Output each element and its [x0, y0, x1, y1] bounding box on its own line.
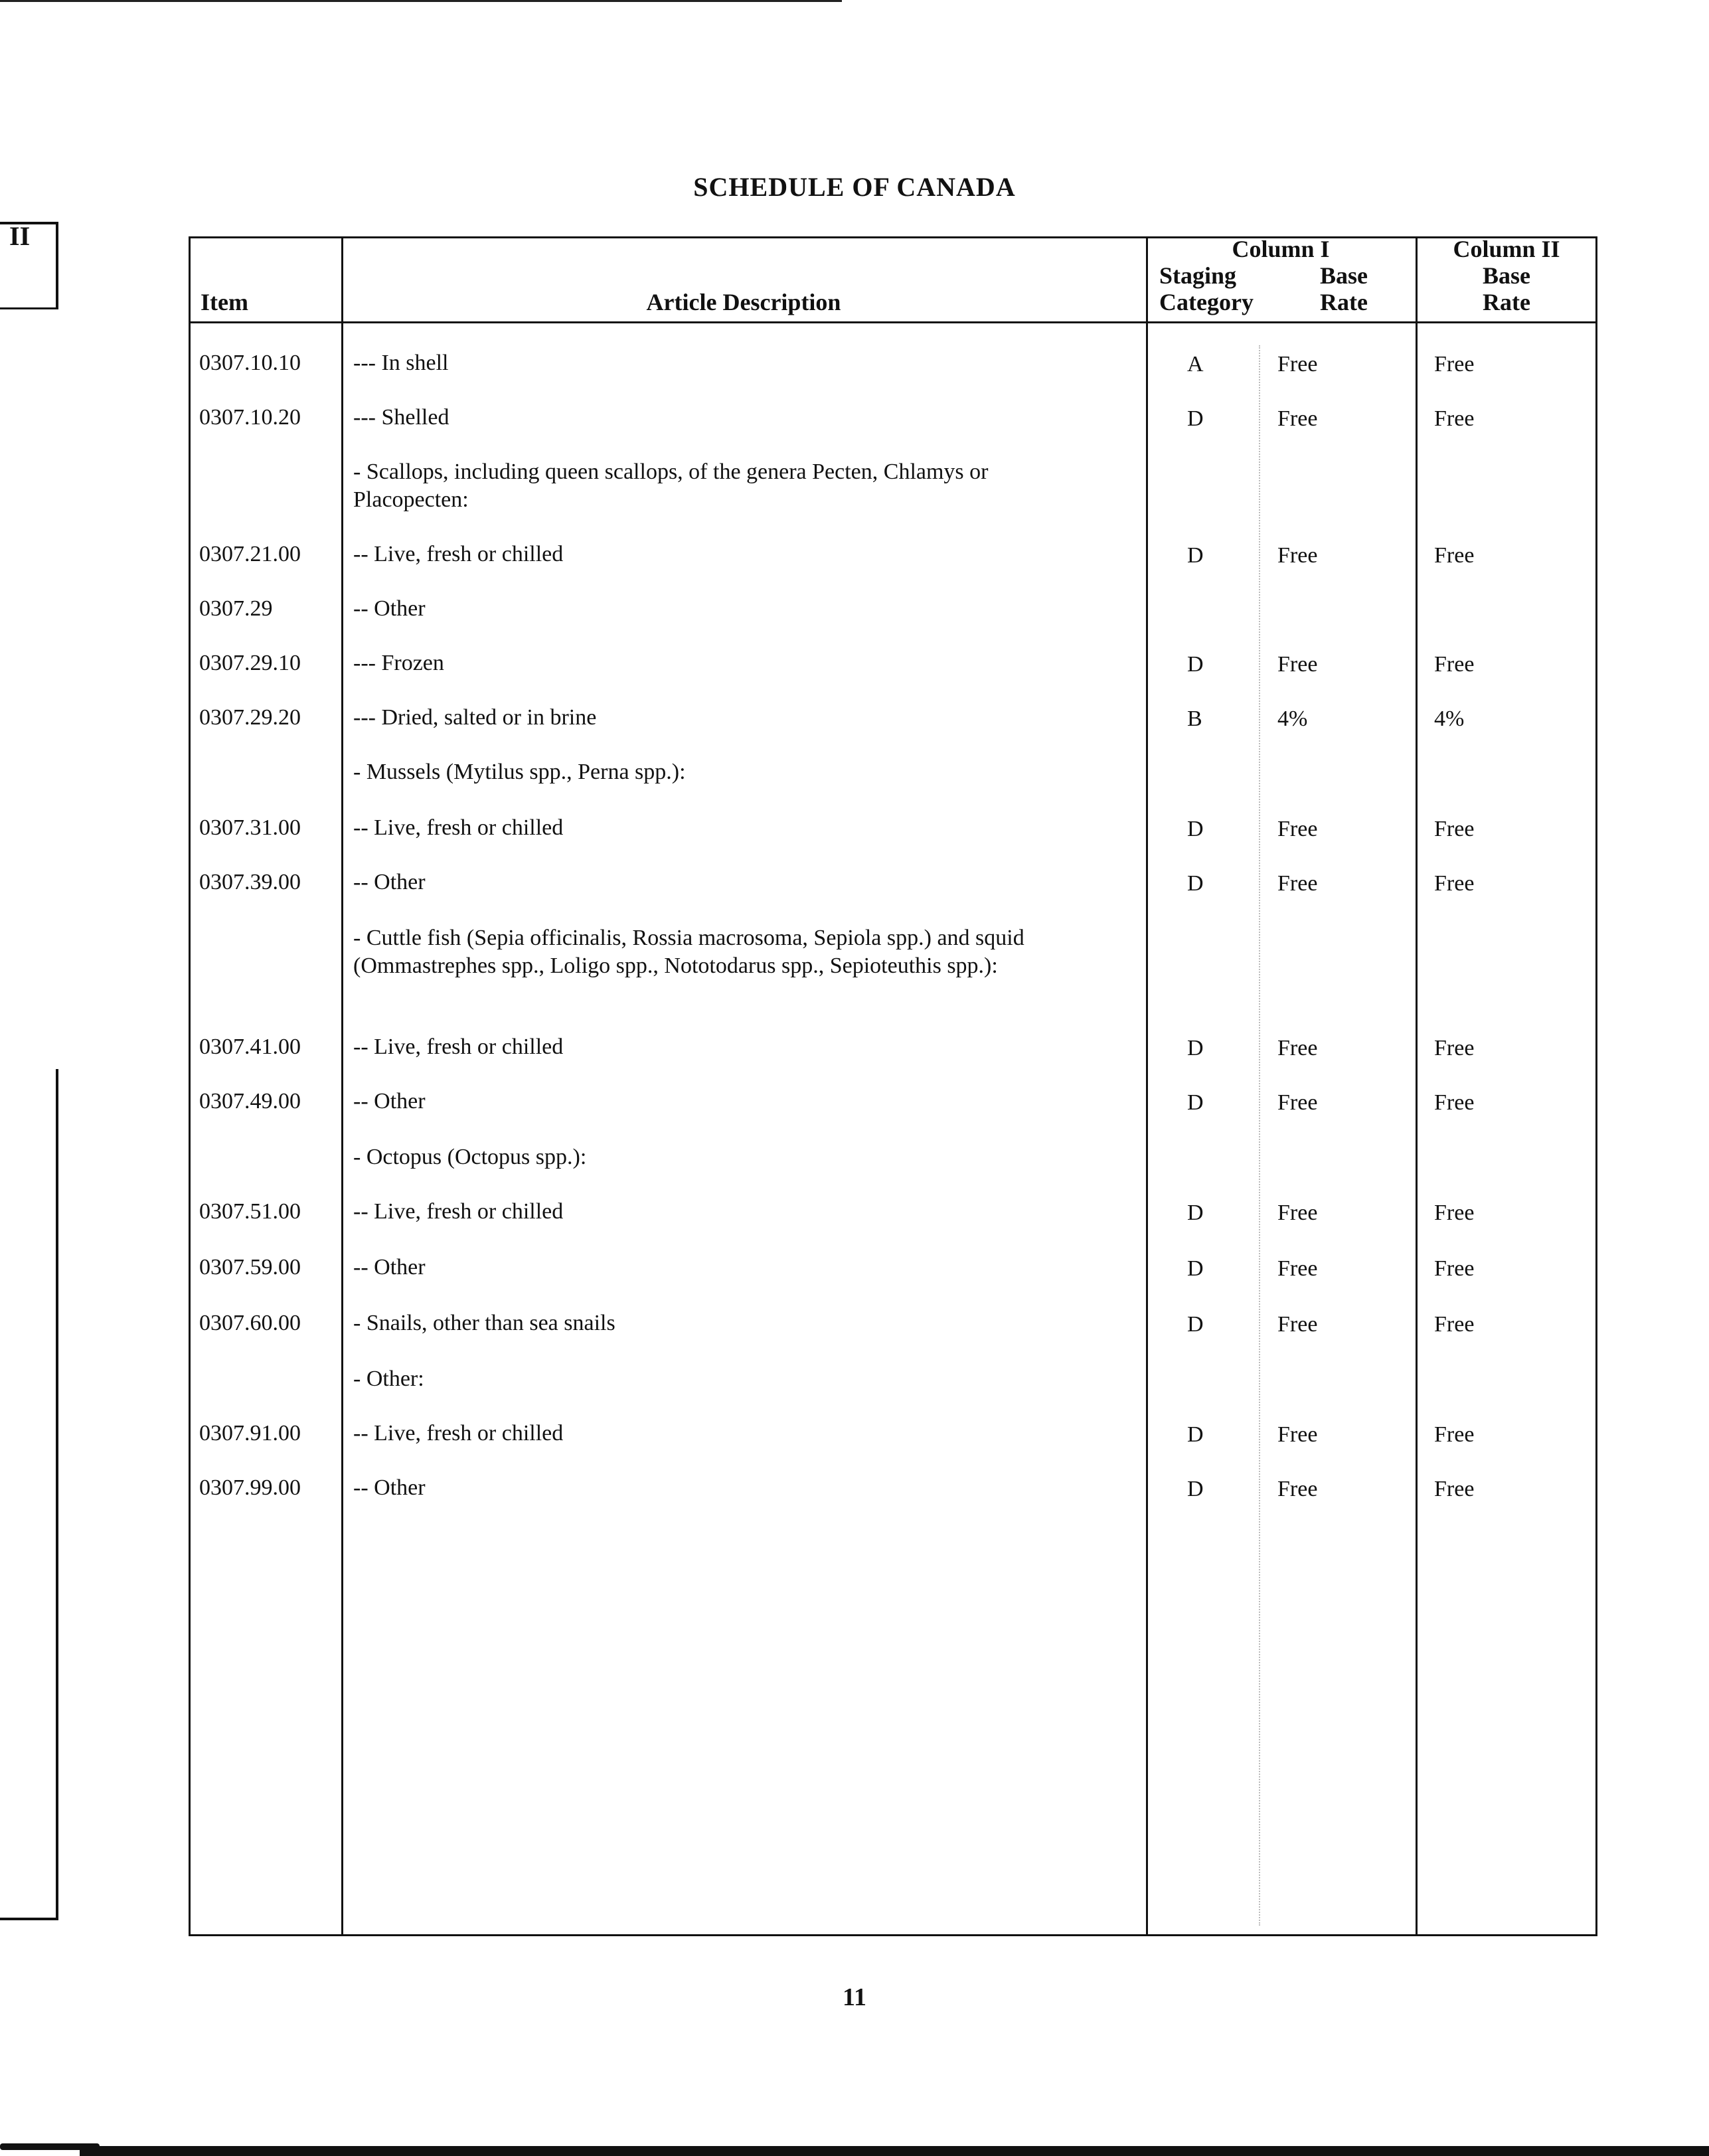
- article-description: -- Other: [353, 596, 426, 621]
- side-rule: [56, 1069, 58, 1920]
- column2-rate: Free: [1434, 1201, 1475, 1225]
- staging-category: D: [1187, 1312, 1204, 1337]
- col-divider-item: [341, 236, 343, 1936]
- article-description: -- Live, fresh or chilled: [353, 815, 564, 840]
- article-description: -- Live, fresh or chilled: [353, 1199, 564, 1224]
- side-tab-label: II: [9, 221, 31, 251]
- schedule-table: [189, 236, 1597, 1936]
- base-rate: Free: [1277, 817, 1318, 841]
- base-rate: Free: [1277, 652, 1318, 677]
- header-rule: [189, 321, 1597, 323]
- item-code: 0307.29.20: [199, 705, 301, 730]
- staging-category: D: [1187, 1201, 1204, 1225]
- base-rate: Free: [1277, 871, 1318, 896]
- page-number: 11: [843, 1983, 866, 2011]
- column2-rate: Free: [1434, 1477, 1475, 1501]
- staging-category: D: [1187, 1477, 1204, 1501]
- staging-category: D: [1187, 543, 1204, 568]
- item-code: 0307.29.10: [199, 651, 301, 675]
- column2-rate: Free: [1434, 1312, 1475, 1337]
- item-code: 0307.91.00: [199, 1421, 301, 1446]
- item-code: 0307.51.00: [199, 1199, 301, 1224]
- article-description: -- Other: [353, 1089, 426, 1114]
- top-rule: [0, 0, 842, 2]
- article-description: - Mussels (Mytilus spp., Perna spp.):: [353, 760, 686, 784]
- article-description: --- In shell: [353, 351, 449, 375]
- base-rate: Free: [1277, 1201, 1318, 1225]
- staging-category: A: [1187, 352, 1204, 376]
- col-divider-column1: [1416, 236, 1418, 1936]
- article-description: -- Other: [353, 870, 426, 894]
- item-code: 0307.60.00: [199, 1311, 301, 1335]
- column2-rate: Free: [1434, 1090, 1475, 1115]
- base-rate: Free: [1277, 406, 1318, 431]
- header-column1: Column I: [1232, 236, 1330, 262]
- staging-rate-dotted-divider: [1259, 345, 1260, 1926]
- item-code: 0307.49.00: [199, 1089, 301, 1114]
- column2-rate: Free: [1434, 543, 1475, 568]
- column2-rate: Free: [1434, 1256, 1475, 1281]
- base-rate: Free: [1277, 352, 1318, 376]
- header-category: Category: [1159, 289, 1254, 315]
- header-staging: Staging: [1159, 262, 1237, 289]
- item-code: 0307.41.00: [199, 1035, 301, 1059]
- header-column2: Column II: [1453, 236, 1560, 262]
- table-border-right: [1595, 236, 1597, 1936]
- header-item: Item: [201, 289, 248, 315]
- staging-category: D: [1187, 1036, 1204, 1060]
- item-code: 0307.10.10: [199, 351, 301, 375]
- side-rule-bottom: [0, 1918, 58, 1920]
- col-divider-description: [1146, 236, 1148, 1936]
- column2-rate: Free: [1434, 352, 1475, 376]
- article-description: --- Shelled: [353, 405, 449, 430]
- base-rate: 4%: [1277, 706, 1308, 731]
- staging-category: D: [1187, 1090, 1204, 1115]
- article-description: - Other:: [353, 1367, 424, 1391]
- item-code: 0307.59.00: [199, 1255, 301, 1280]
- base-rate: Free: [1277, 1422, 1318, 1447]
- column2-rate: Free: [1434, 1036, 1475, 1060]
- header-rate: Rate: [1320, 289, 1368, 315]
- article-description: -- Other: [353, 1475, 426, 1500]
- base-rate: Free: [1277, 1477, 1318, 1501]
- column2-rate: Free: [1434, 406, 1475, 431]
- header-description: Article Description: [646, 289, 841, 315]
- page-title: SCHEDULE OF CANADA: [693, 172, 1016, 202]
- article-description: --- Dried, salted or in brine: [353, 705, 597, 730]
- article-description: -- Live, fresh or chilled: [353, 542, 564, 566]
- article-description: -- Other: [353, 1255, 426, 1280]
- article-description: - Octopus (Octopus spp.):: [353, 1145, 587, 1169]
- staging-category: D: [1187, 406, 1204, 431]
- article-description: - Scallops, including queen scallops, of the genera Pecten, Chlamys or Placopecten:: [353, 459, 989, 512]
- base-rate: Free: [1277, 1090, 1318, 1115]
- item-code: 0307.21.00: [199, 542, 301, 566]
- item-code: 0307.31.00: [199, 815, 301, 840]
- header-column2-base: Base: [1483, 262, 1530, 289]
- base-rate: Free: [1277, 543, 1318, 568]
- item-code: 0307.29: [199, 596, 273, 621]
- staging-category: D: [1187, 817, 1204, 841]
- staging-category: D: [1187, 871, 1204, 896]
- item-code: 0307.10.20: [199, 405, 301, 430]
- side-tab: [0, 222, 58, 309]
- staging-category: B: [1187, 706, 1202, 731]
- item-code: 0307.39.00: [199, 870, 301, 894]
- column2-rate: Free: [1434, 652, 1475, 677]
- base-rate: Free: [1277, 1036, 1318, 1060]
- base-rate: Free: [1277, 1256, 1318, 1281]
- staging-category: D: [1187, 652, 1204, 677]
- staging-category: D: [1187, 1256, 1204, 1281]
- column2-rate: 4%: [1434, 706, 1465, 731]
- table-border-bottom: [189, 1934, 1597, 1936]
- article-description: -- Live, fresh or chilled: [353, 1035, 564, 1059]
- column2-rate: Free: [1434, 1422, 1475, 1447]
- item-code: 0307.99.00: [199, 1475, 301, 1500]
- article-description: - Cuttle fish (Sepia officinalis, Rossia macrosoma, Sepiola spp.) and squid (Ommastrephes spp., Loligo spp., Nototodarus spp., Sepioteuthis spp.):: [353, 926, 1024, 978]
- column2-rate: Free: [1434, 871, 1475, 896]
- staging-category: D: [1187, 1422, 1204, 1447]
- scan-bottom-edge: [80, 2146, 1709, 2156]
- header-base: Base: [1320, 262, 1368, 289]
- article-description: - Snails, other than sea snails: [353, 1311, 615, 1335]
- scan-bottom-corner: [0, 2143, 100, 2150]
- base-rate: Free: [1277, 1312, 1318, 1337]
- article-description: -- Live, fresh or chilled: [353, 1421, 564, 1446]
- header-column2-rate: Rate: [1483, 289, 1530, 315]
- table-border-left: [189, 236, 191, 1936]
- article-description: --- Frozen: [353, 651, 444, 675]
- column2-rate: Free: [1434, 817, 1475, 841]
